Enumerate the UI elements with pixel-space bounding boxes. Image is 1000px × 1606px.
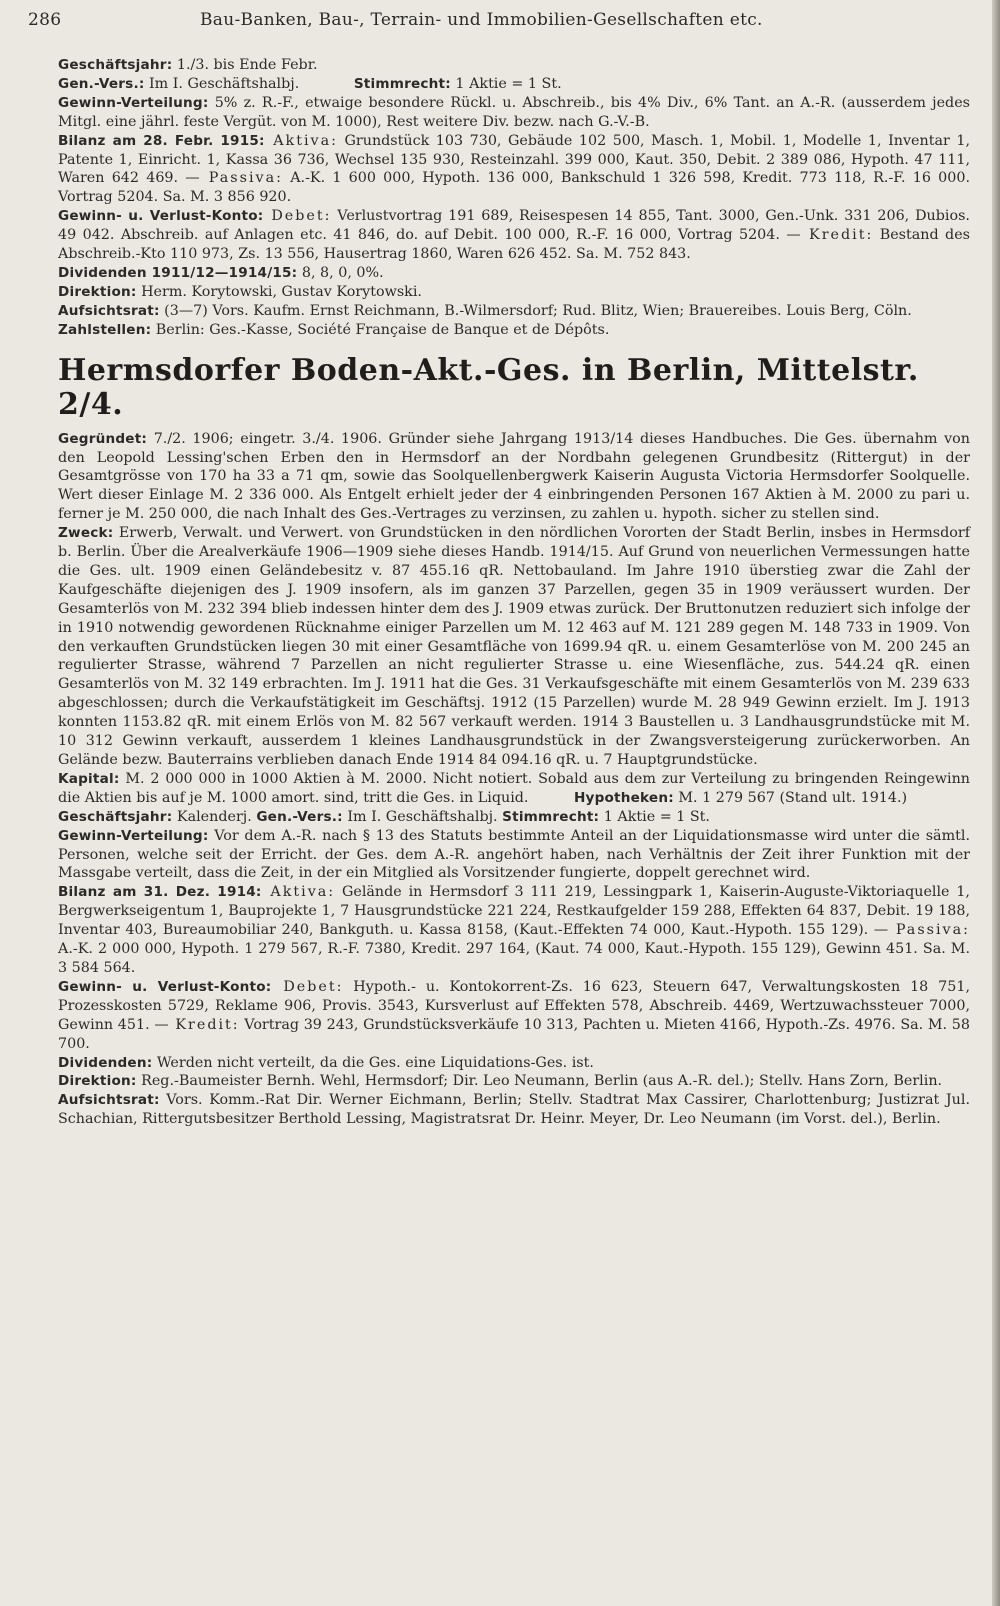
spaced-label: Aktiva: (261, 884, 336, 901)
profit-distribution-paragraph (58, 827, 970, 884)
general-meeting-paragraph (58, 75, 970, 94)
text: Kalenderj. (172, 808, 252, 825)
label: Stimmrecht: (502, 808, 600, 825)
label: Kapital: (58, 770, 120, 787)
label: Bilanz am 31. Dez. 1914: (58, 884, 262, 901)
label: Direktion: (58, 283, 137, 300)
label: Gen.-Vers.: (58, 75, 145, 92)
balance-sheet-paragraph (58, 132, 970, 208)
text: Werden nicht verteilt, da die Ges. eine Liquidations-Ges. ist. (152, 1054, 594, 1071)
fiscal-year-paragraph (58, 808, 970, 827)
page-edge-shadow (992, 0, 1000, 1606)
balance-sheet-paragraph (58, 883, 970, 978)
label: Aufsichtsrat: (58, 1092, 160, 1109)
founded-paragraph (58, 430, 970, 525)
text: 5% z. R.-F., etwaige besondere Rückl. u. Abschreib., bis 4% Div., 6% Tant. an A.-R. (ausserdem jedes Mitgl. eine jährl. feste Vergüt. von M. 1000), Rest weitere Div. bezw. nach G.-V.-B. (58, 94, 970, 130)
label: Gen.-Vers.: (256, 808, 343, 825)
spaced-label: Passiva: (888, 922, 970, 939)
text: A.-K. 1 600 000, Hypoth. 136 000, Bankschuld 1 326 598, Kredit. 773 118, R.-F. 16 000. Vortrag 5204. Sa. M. 3 856 920. (58, 170, 970, 206)
supervisory-board-paragraph (58, 1091, 970, 1129)
spaced-label: Passiva: (199, 170, 283, 187)
label: Zahlstellen: (58, 321, 152, 338)
label: Dividenden: (58, 1054, 153, 1071)
running-header (28, 10, 970, 30)
text: Grundstück 103 730, Gebäude 102 500, Masch. 1, Mobil. 1, Modelle 1, Inventar 1, Patente 1, Einricht. 1, Kassa 36 736, Wechsel 135 930, Resteinzahl. 399 000, Kaut. 350, Debit. 2 389 086, Hypoth. 47 111, Waren 642 469. — (58, 132, 970, 187)
company-heading: Hermsdorfer Boden-Akt.-Ges. in Berlin, Mittelstr. 2/4. (58, 352, 919, 422)
label: Zweck: (58, 525, 114, 542)
text: Vortrag 39 243, Grundstücksverkäufe 10 313, Pachten u. Mieten 4166, Hypoth.-Zs. 4976. Sa. M. 58 700. (58, 1016, 970, 1052)
spaced-label: Debet: (271, 978, 344, 995)
label: Direktion: (58, 1073, 137, 1090)
text: 1 Aktie = 1 St. (599, 808, 710, 825)
text: Vor dem A.-R. nach § 13 des Statuts bestimmte Anteil an der Liquidationsmasse wird unter die sämtl. Personen, welche seit der Erricht. der Ges. dem A.-R. angehört haben, nach Verhältnis der Zeit ihrer Funktion mit der Massgabe verteilt, dass die Zeit, in der ein Mitglied als Vorsitzender fungierte, doppelt gerechnet wird. (58, 827, 970, 882)
label: Gewinn- u. Verlust-Konto: (58, 208, 264, 225)
dividends-paragraph (58, 264, 970, 283)
label: Hypotheken: (573, 789, 674, 806)
text: Hypoth.- u. Kontokorrent-Zs. 16 623, Steuern 647, Verwaltungskosten 18 751, Prozesskosten 5729, Reklame 906, Provis. 3543, Kursverlust auf Effekten 578, Abschreib. 4469, Wertzuwachssteuer 7000, Gewinn 451. — (58, 978, 970, 1033)
spaced-label: Debet: (263, 208, 332, 225)
text: M. 1 279 567 (Stand ult. 1914.) (673, 789, 908, 806)
text: 1./3. bis Ende Febr. (172, 57, 318, 73)
text: Berlin: Ges.-Kasse, Société Française de Banque et de Dépôts. (151, 321, 610, 338)
text: 8, 8, 0, 0%. (297, 264, 384, 281)
fiscal-year-paragraph (58, 56, 970, 75)
label: Geschäftsjahr: (58, 57, 173, 73)
text: 1 Aktie = 1 St. (450, 75, 562, 92)
dividends-paragraph (58, 1054, 970, 1073)
label: Geschäftsjahr: (58, 808, 173, 825)
text: Vors. Komm.-Rat Dir. Werner Eichmann, Berlin; Stellv. Stadtrat Max Cassirer, Charlottenburg; Justizrat Jul. Schachian, Rittergutsbesitzer Berthold Lessing, Magistratsrat Dr. Heinr. Meyer, Dr. Leo Neumann (im Vorst. del.), Berlin. (58, 1092, 970, 1128)
label: Stimmrecht: (353, 75, 451, 92)
text: Reg.-Baumeister Bernh. Wehl, Hermsdorf; Dir. Leo Neumann, Berlin (aus A.-R. del.); Stellv. Hans Zorn, Berlin. (136, 1073, 943, 1090)
text: M. 2 000 000 in 1000 Aktien à M. 2000. Nicht notiert. Sobald aus dem zur Verteilung zu bringenden Reingewinn die Aktien bis auf je M. 1000 amort. sind, tritt die Ges. in Liquid. (58, 770, 970, 806)
text: Im I. Geschäftshalbj. (144, 75, 300, 92)
spaced-label: Kredit: (168, 1016, 240, 1033)
capital-paragraph (58, 770, 970, 808)
company-entry-previous (58, 56, 970, 340)
text: Gelände in Hermsdorf 3 111 219, Lessingpark 1, Kaiserin-Auguste-Viktoriaquelle 1, Bergwerkseigentum 1, Bauprojekte 1, 7 Hausgrundstücke 221 224, Restkaufgelder 159 288, Effekten 64 837, Debit. 19 188, Inventar 403, Bureaumobiliar 240, Bankguth. u. Kassa 8158, (Kaut.-Effekten 74 000, Kaut.-Hypoth. 155 129). — (58, 884, 970, 939)
paying-agents-paragraph (58, 321, 970, 340)
profit-loss-paragraph (58, 207, 970, 264)
purpose-paragraph (58, 524, 970, 770)
text: Im I. Geschäftshalbj. (342, 808, 498, 825)
company-entry-hermsdorfer (58, 430, 970, 1130)
text: Bestand des Abschreib.-Kto 110 973, Zs. 13 556, Hausertrag 1860, Waren 626 452. Sa. M. 752 843. (58, 227, 970, 263)
text: A.-K. 2 000 000, Hypoth. 1 279 567, R.-F. 7380, Kredit. 297 164, (Kaut. 74 000, Kaut.-Hypoth. 155 129), Gewinn 451. Sa. M. 3 584 564. (58, 941, 970, 976)
management-paragraph (58, 283, 970, 302)
profit-loss-paragraph (58, 978, 970, 1054)
label: Gewinn- u. Verlust-Konto: (58, 978, 272, 995)
management-paragraph (58, 1072, 970, 1091)
text: Erwerb, Verwalt. und Verwert. von Grundstücken in den nördlichen Vororten der Stadt Berlin, insbes in Hermsdorf b. Berlin. Über die Arealverkäufe 1906—1909 siehe dieses Handb. 1914/15. Auf Grund von neuerlichen Vermessungen hatte die Ges. ult. 1909 einen Geländebesitz v. 87 455.16 qR. Nettobauland. Im Jahre 1910 überstieg zwar die Zahl der Kaufgeschäfte diejenigen des J. 1909 insofern, als im ganzen 37 Parzellen, gegen 35 in 1909 veräussert wurden. Der Gesamterlös von M. 232 394 blieb indessen hinter dem des J. 1909 etwas zurück. Der Bruttonutzen reduziert sich infolge der in 1910 notwendig gewordenen Rücknahme einiger Parzellen um M. 12 463 auf M. 121 289 gegen M. 148 733 in 1909. Von den verkauften Grundstücken liegen 30 mit einer Gesamtfläche von 1699.94 qR. u. einem Gesamterlöse von M. 200 245 an regulierter Strasse, während 7 Parzellen an nicht regulierter Strasse u. eine Wiesenfläche, zus. 544.24 qR. einen Gesamterlös von M. 32 149 erbrachten. Im J. 1911 hat die Ges. 31 Verkaufsgeschäfte mit einem Gesamterlös von M. 239 633 abgeschlossen; durch die Verkaufstätigkeit im Geschäftsj. 1912 (15 Parzellen) wurde M. 28 949 Gewinn erzielt. Im J. 1913 konnten 1153.82 qR. mit einem Erlös von M. 82 567 verkauft werden. 1914 3 Baustellen u. 3 Landhausgrundstücke mit M. 10 312 Gewinn verkauft, ausserdem 1 kleines Landhausgrundstück in der Zwangsversteigerung zurückerworben. An Gelände bezw. Bauterrains verblieben danach Ende 1914 84 094.16 qR. u. 7 Hauptgrundstücke. (58, 525, 970, 768)
spaced-label: Aktiva: (264, 132, 338, 149)
text: 7./2. 1906; eingetr. 3./4. 1906. Gründer siehe Jahrgang 1913/14 dieses Handbuches. Die Ges. übernahm von den Leopold Lessing'schen Erben den in Hermsdorf an der Nordbahn gelegenen Grundbesitz (Rittergut) in der Gesamtgrösse von 170 ha 33 a 71 qm, sowie das Soolquellenbergwerk Kaiserin Augusta Victoria Hermsdorfer Soolquelle. Wert dieser Einlage M. 2 336 000. Als Entgelt erhielt jeder der 4 einbringenden Personen 167 Aktien à M. 2000 zu pari u. ferner je M. 250 000, die nach Inhalt des Ges.-Vertrages zu verzinsen, zu zahlen u. hypoth. sicher zu stellen sind. (58, 430, 970, 523)
text: Verlustvortrag 191 689, Reisespesen 14 855, Tant. 3000, Gen.-Unk. 331 206, Dubios. 49 042. Abschreib. auf Anlagen etc. 41 846, do. auf Debit. 100 000, R.-F. 16 000, Vortrag 5204. — (58, 208, 970, 244)
text: Herm. Korytowski, Gustav Korytowski. (136, 283, 422, 300)
label: Gewinn-Verteilung: (58, 94, 209, 111)
running-title: Bau-Banken, Bau-, Terrain- und Immobilien-Gesellschaften etc. (200, 10, 763, 30)
page-number: 286 (28, 10, 62, 30)
profit-distribution-paragraph (58, 94, 970, 132)
supervisory-board-paragraph (58, 302, 970, 321)
text: (3—7) Vors. Kaufm. Ernst Reichmann, B.-Wilmersdorf; Rud. Blitz, Wien; Brauereibes. Louis Berg, Cöln. (159, 302, 912, 319)
label: Bilanz am 28. Febr. 1915: (58, 132, 265, 149)
label: Gewinn-Verteilung: (58, 827, 209, 844)
label: Aufsichtsrat: (58, 302, 160, 319)
spaced-label: Kredit: (800, 227, 874, 244)
label: Dividenden 1911/12—1914/15: (58, 264, 298, 281)
label: Gegründet: (58, 430, 148, 447)
